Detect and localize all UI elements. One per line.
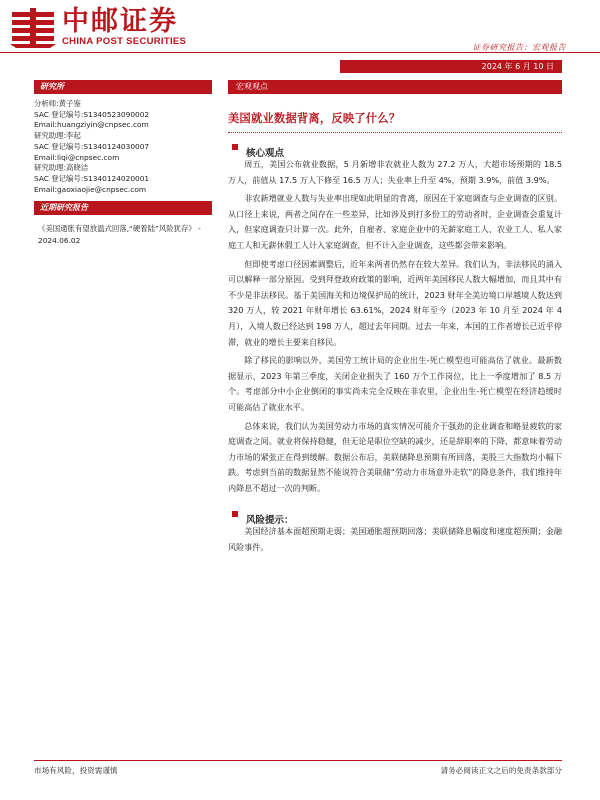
analyst-line: 研究助理:高晓洁: [34, 163, 89, 173]
bullet-square-icon: [232, 511, 238, 517]
logo-chinese-name: 中邮证券: [62, 6, 178, 37]
recent-reports-label: 近期研究报告: [34, 201, 212, 215]
risk-paragraph: 美国经济基本面超预期走弱；美国通胀超预期回落；美联储降息幅度和速度超预期；金融风险事件。: [228, 526, 562, 553]
analyst-line: SAC 登记编号:S1340124030007: [34, 141, 150, 151]
analyst-line: 分析师:黄子鉴: [34, 99, 81, 108]
footer-disclaimer-left: 市场有风险，投资需谨慎: [34, 766, 118, 775]
recent-report-link[interactable]: 《美国通胀有望放温式回落,“硬着陆”风险犹存》 - 2024.06.02: [38, 224, 201, 246]
report-type: 证券研究报告：宏观报告: [472, 43, 566, 52]
body-paragraph: 除了移民的影响以外，美国劳工统计局的企业出生-死亡模型也可能高估了就业。最新数据显示，2023 年第三季度，关闭企业损失了 160 万个工作岗位，比上一季度增加了 8.5 万个。考虑部分中小企业倒闭的事实尚未完全反映在非农里，企业出生-死亡模型在经济趋缓时可能高估了就业水平。: [228, 355, 562, 412]
analyst-line: Email:huangziyin@cnpsec.com: [34, 120, 149, 130]
analyst-line: 研究助理:李起: [34, 131, 81, 141]
core-view-heading-text: 核心观点: [246, 148, 285, 159]
core-view-heading: [228, 141, 562, 159]
header-divider: [0, 52, 600, 53]
china-post-logo-icon: [10, 6, 56, 48]
section-label: 宏观观点: [228, 80, 562, 94]
main-content: [228, 80, 562, 556]
body-paragraph: 周五，美国公布就业数据，5 月新增非农就业人数为 27.2 万人，大超市场预期的 18.5 万人，前值从 17.5 万人下修至 16.5 万人；失业率上升至 4%，预期 3.9%，前值 3.9%。: [228, 159, 562, 185]
body-paragraph: 但即使考虑口径因素调整后，近年来两者仍然存在较大差异。我们认为，非法移民的涌入可以解释一部分原因。受到拜登政府政策的影响，近两年美国移民人数大幅增加，而且其中有不少是非法移民。基于美国海关和边境保护局的统计，2023 财年全美边境口岸越境人数达到 320 万人，较 2021 年财年增长 63.61%，2024 财年至今（2023 年 10 月至 2024 年 4 月），入境人数已经达到 198 万人，超过去年同期。过去一年来，本国的工作者增长已近乎停滞，就业的增长主要来自移民。: [228, 258, 562, 347]
analyst-line: SAC 登记编号:S1340124020001: [34, 173, 150, 183]
research-institute-label: 研究所: [34, 80, 212, 94]
sidebar: [34, 80, 212, 247]
company-logo: [10, 6, 220, 48]
footer-disclaimer-right: 请务必阅读正文之后的免责条款部分: [440, 766, 562, 775]
body-paragraph: 总体来说，我们认为美国劳动力市场的真实情况可能介于强劲的企业调查和略显疲软的家庭调查之间。就业将保持稳健，但无论是职位空缺的减少，还是辞职率的下降，都意味着劳动力市场的紧张正在得到缓解。数据公布后，美联储降息预期有所回落，美股三大指数均小幅下跌。考虑到当前的数据显然不能说符合美联储“劳动力市场意外走软”的降息条件，我们维持年内降息不超过一次的判断。: [228, 420, 562, 493]
analyst-line: Email:gaoxiaojie@cnpsec.com: [34, 184, 147, 194]
risk-heading-text: 风险提示：: [246, 515, 294, 527]
logo-english-name: CHINA POST SECURITIES: [62, 36, 187, 47]
footer-divider: [34, 760, 562, 761]
title-divider: [228, 132, 562, 133]
body-paragraph: 非农新增就业人数与失业率出现如此明显的背离，原因在于家庭调查与企业调查的区别。从口径上来说，两者之间存在一些差异，比如涉及到打多份工的劳动者时，企业调查会重复计入，但家庭调查只计算一次。此外，自雇者、家庭企业中的无薪家庭工人、农业工人、私人家庭工人和无薪休假工人计入家庭调查，但不计入企业调查，这些都会带来影响。: [228, 193, 562, 250]
analyst-line: SAC 登记编号:S1340523090002: [34, 109, 150, 119]
risk-heading: [228, 508, 562, 527]
bullet-square-icon: [232, 144, 238, 150]
analyst-line: Email:liqi@cnpsec.com: [34, 152, 120, 162]
analyst-list: [34, 99, 212, 195]
report-date: 2024 年 6 月 10 日: [340, 60, 562, 73]
report-title: 美国就业数据背离，反映了什么？: [228, 112, 401, 125]
